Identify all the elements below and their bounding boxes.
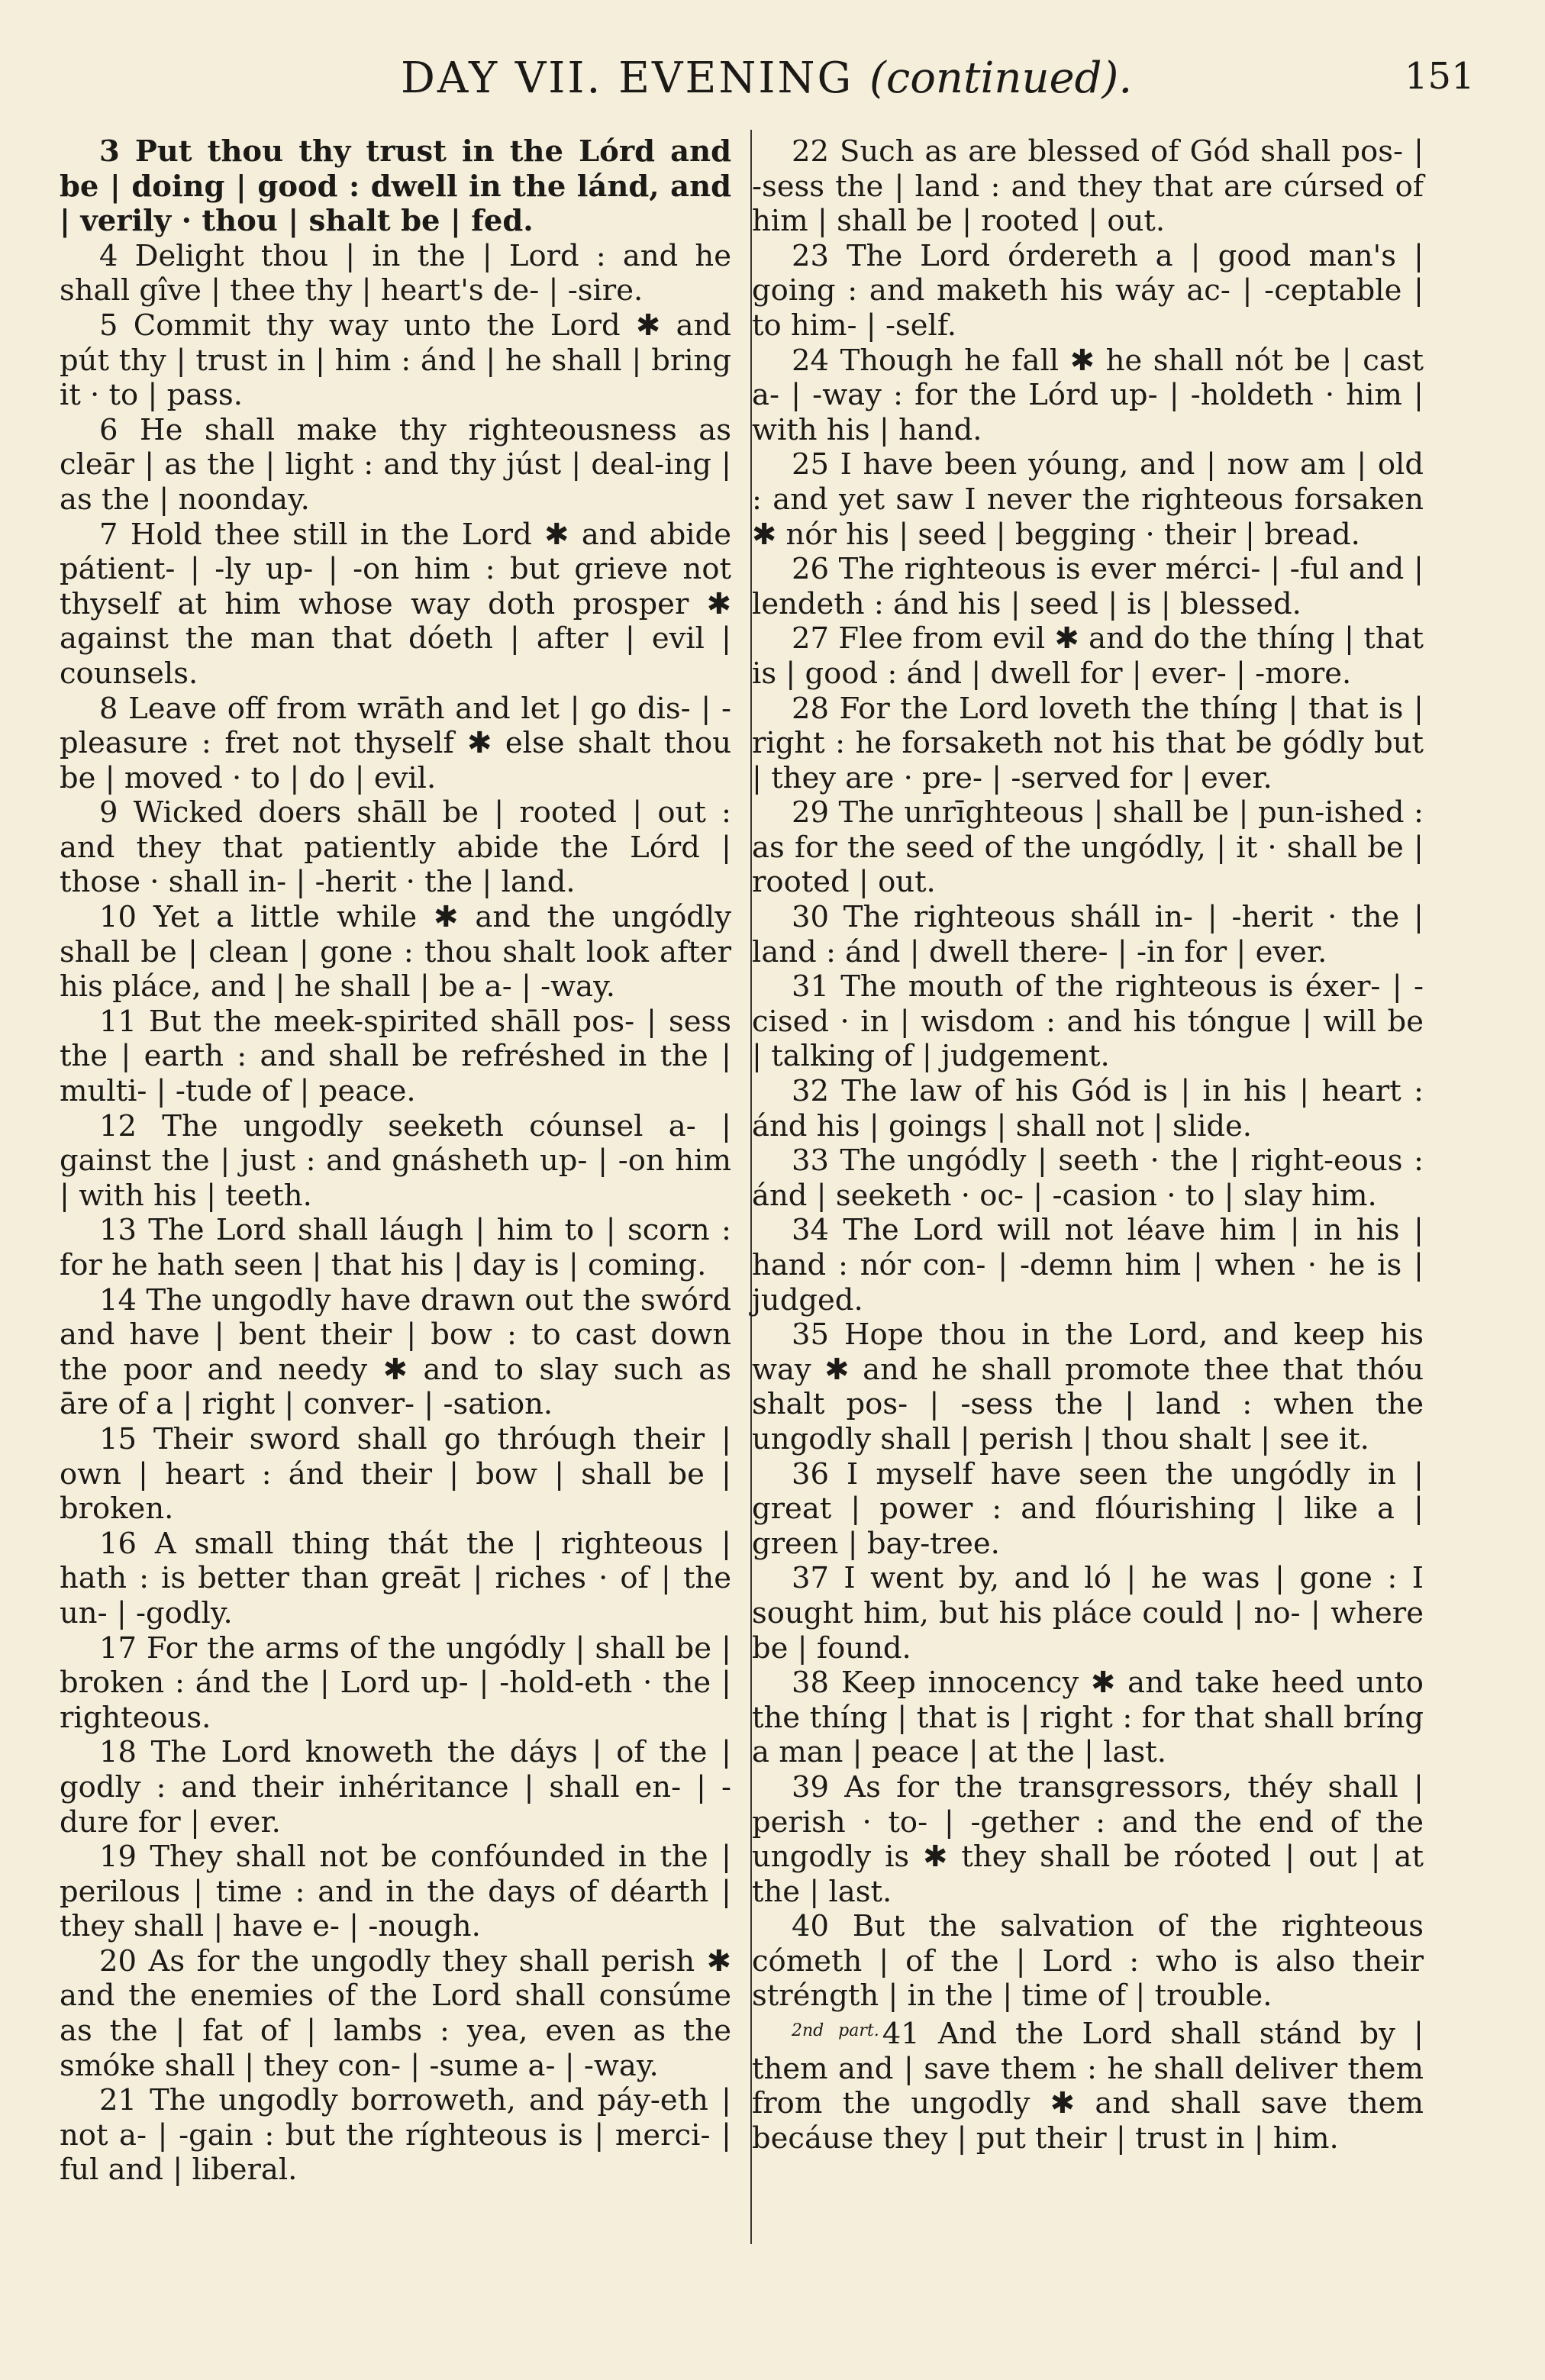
verse: 10 Yet a little while ✱ and the ungódly shall be | clean | gone : thou shalt look after his pláce, and | he shall | be a- | -way. xyxy=(60,900,731,1005)
verse: 13 The Lord shall láugh | him to | scorn : for he hath seen | that his | day is | coming. xyxy=(60,1213,731,1282)
verse: 22 Such as are blessed of Gód shall pos- | -sess the | land : and they that are cúrsed of him | shall be | rooted | out. xyxy=(752,134,1424,239)
verse: 15 Their sword shall go thróugh their | own | heart : ánd their | bow | shall be | broken. xyxy=(60,1421,731,1527)
left-column xyxy=(60,134,731,2188)
verse: 23 The Lord órdereth a | good man's | going : and maketh his wáy ac- | -ceptable | to him- | -self. xyxy=(752,238,1424,343)
verse: 27 Flee from evil ✱ and do the thíng | that is | good : ánd | dwell for | ever- | -more. xyxy=(752,621,1424,691)
verse: 16 A small thing thát the | righteous | hath : is better than greāt | riches · of | the un- | -godly. xyxy=(60,1526,731,1630)
verse: 19 They shall not be confóunded in the | perilous | time : and in the days of déarth | they shall | have e- | -nough. xyxy=(60,1840,731,1944)
verse: 11 But the meek-spirited shāll pos- | sess the | earth : and shall be refréshed in the | multi- | -tude of | peace. xyxy=(60,1004,731,1109)
verse: 17 For the arms of the ungódly | shall be | broken : ánd the | Lord up- | -hold-eth · the | righteous. xyxy=(60,1630,731,1735)
verse: 31 The mouth of the righteous is éxer- | -cised · in | wisdom : and his tóngue | will be | talking of | judgement. xyxy=(752,969,1424,1074)
verse: 25 I have been yóung, and | now am | old : and yet saw I never the righteous forsaken ✱ nór his | seed | begging · their | bread. xyxy=(752,447,1424,552)
verse: 30 The righteous sháll in- | -herit · the | land : ánd | dwell there- | -in for | ever. xyxy=(752,900,1424,969)
verse: 34 The Lord will not léave him | in his | hand : nór con- | -demn him | when · he is | judged. xyxy=(752,1213,1424,1317)
title-text: DAY VII. EVENING xyxy=(401,53,854,103)
verse: 35 Hope thou in the Lord, and keep his way ✱ and he shall promote thee that thóu shalt pos- | -sess the | land : when the ungodly shall | perish | thou shalt | see it. xyxy=(752,1317,1424,1456)
verse: 14 The ungodly have drawn out the swórd and have | bent their | bow : to cast down the poor and needy ✱ and to slay such as āre of a | right | conver- | -sation. xyxy=(60,1282,731,1422)
verse: 12 The ungodly seeketh cóunsel a- | gainst the | just : and gnásheth up- | -on him | with his | teeth. xyxy=(60,1108,731,1213)
margin-note: 2nd part. xyxy=(791,2021,879,2041)
verse: 3 Put thou thy trust in the Lórd and be | doing | good : dwell in the lánd, and | verily · thou | shalt be | fed. xyxy=(60,134,731,239)
verse: 33 The ungódly | seeth · the | right-eous : ánd | seeketh · oc- | -casion · to | slay him. xyxy=(752,1143,1424,1213)
verse-text: 41 And the Lord shall stánd by | them and | save them : he shall deliver them from the ungodly ✱ and shall save them becáuse they | put their | trust in | him. xyxy=(752,2017,1424,2156)
title-continued: (continued). xyxy=(869,53,1133,103)
verse: 4 Delight thou | in the | Lord : and he shall gîve | thee thy | heart's de- | -sire. xyxy=(60,238,731,308)
verse: 38 Keep innocency ✱ and take heed unto the thíng | that is | right : for that shall bríng a man | peace | at the | last. xyxy=(752,1666,1424,1770)
verse: 21 The ungodly borroweth, and páy-eth | not a- | -gain : but the ríghteous is | merci- | ful and | liberal. xyxy=(60,2083,731,2188)
verse: 37 I went by, and ló | he was | gone : I sought him, but his pláce could | no- | where be | found. xyxy=(752,1561,1424,1666)
verse: 39 As for the transgressors, théy shall | perish · to- | -gether : and the end of the ungodly is ✱ they shall be róoted | out | at the | last. xyxy=(752,1769,1424,1909)
verse-41 xyxy=(752,2014,1424,2156)
right-column xyxy=(752,134,1424,2156)
verse: 26 The righteous is ever mérci- | -ful and | lendeth : ánd his | seed | is | blessed. xyxy=(752,552,1424,621)
verse: 6 He shall make thy righteousness as cleār | as the | light : and thy júst | deal-ing | as the | noonday. xyxy=(60,412,731,517)
verse: 40 But the salvation of the righteous cómeth | of the | Lord : who is also their stréngth | in the | time of | trouble. xyxy=(752,1909,1424,2014)
verse: 20 As for the ungodly they shall perish ✱ and the enemies of the Lord shall consúme as the | fat of | lambs : yea, even as the smóke shall | they con- | -sume a- | -way. xyxy=(60,1943,731,2083)
verse: 24 Though he fall ✱ he shall nót be | cast a- | -way : for the Lórd up- | -holdeth · him | with his | hand. xyxy=(752,343,1424,447)
verse: 7 Hold thee still in the Lord ✱ and abide pátient- | -ly up- | -on him : but grieve not thyself at him whose way doth prosper ✱ against the man that dóeth | after | evil | counsels. xyxy=(60,517,731,691)
page-title xyxy=(401,53,1132,103)
verse: 9 Wicked doers shāll be | rooted | out : and they that patiently abide the Lórd | those · shall in- | -herit · the | land. xyxy=(60,795,731,900)
page-header xyxy=(0,53,1545,114)
verse: 29 The unrīghteous | shall be | pun-ished : as for the seed of the ungódly, | it · shall be | rooted | out. xyxy=(752,795,1424,900)
verse: 28 For the Lord loveth the thíng | that is | right : he forsaketh not his that be gódly but | they are · pre- | -served for | ever. xyxy=(752,691,1424,795)
verse: 8 Leave off from wrāth and let | go dis- | -pleasure : fret not thyself ✱ else shalt thou be | moved · to | do | evil. xyxy=(60,691,731,795)
verse: 32 The law of his Gód is | in his | heart : ánd his | goings | shall not | slide. xyxy=(752,1074,1424,1143)
page-number: 151 xyxy=(1405,55,1475,98)
verse: 36 I myself have seen the ungódly in | great | power : and flóurishing | like a | green | bay-tree. xyxy=(752,1456,1424,1561)
verse: 18 The Lord knoweth the dáys | of the | godly : and their inhéritance | shall en- | -dure for | ever. xyxy=(60,1735,731,1840)
verse: 5 Commit thy way unto the Lord ✱ and pút thy | trust in | him : ánd | he shall | bring it · to | pass. xyxy=(60,308,731,413)
